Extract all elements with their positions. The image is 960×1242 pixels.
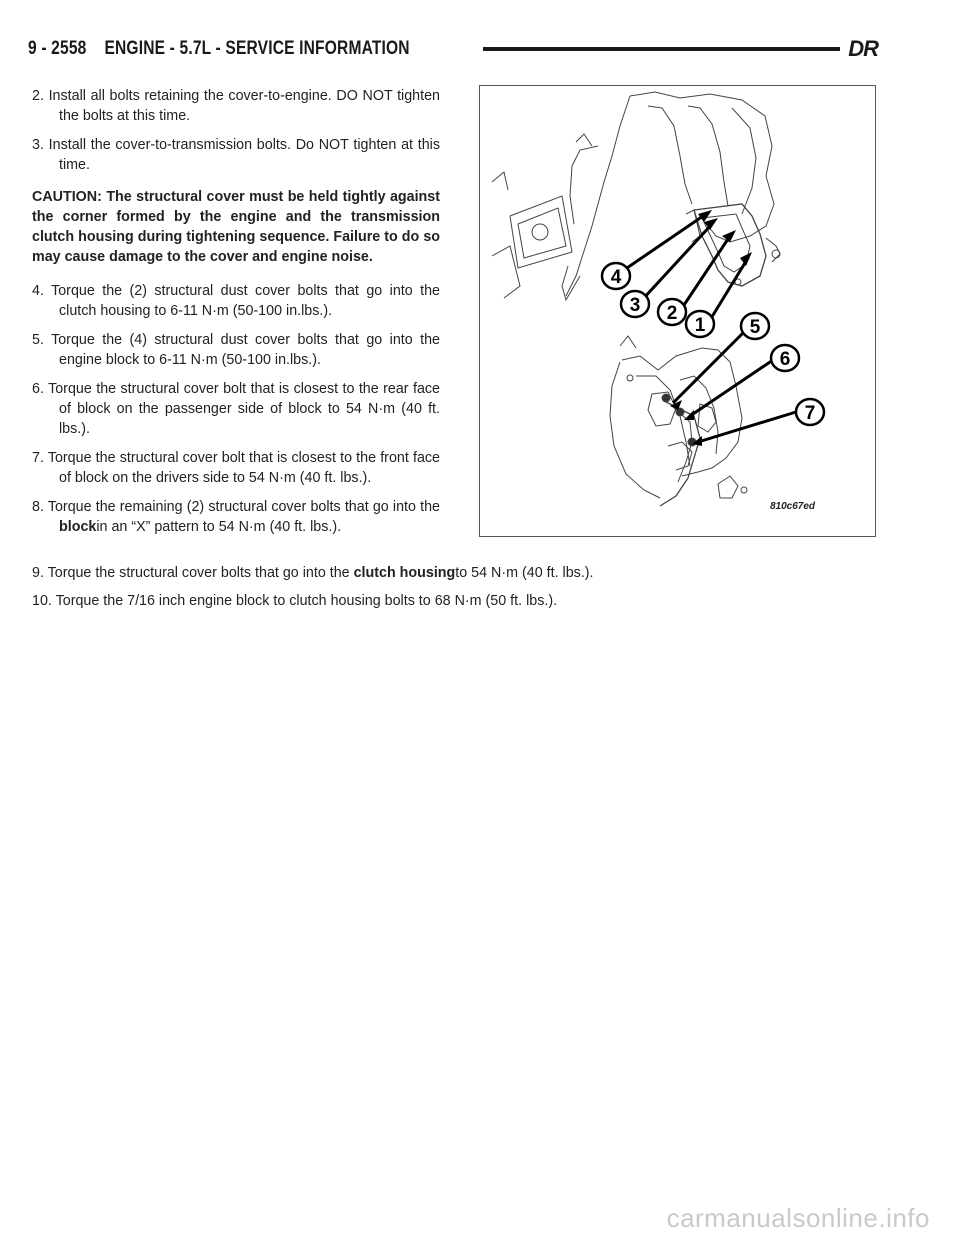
callout-1: 1	[694, 315, 706, 336]
callout-3: 3	[629, 295, 641, 316]
page-number-and-section: 9 - 2558 ENGINE - 5.7L - SERVICE INFORMATION	[28, 38, 410, 59]
step-9-text-b: to 54 N·m (40 ft. lbs.).	[455, 565, 594, 581]
brand-logo: DR	[848, 36, 878, 61]
watermark: carmanualsonline.info	[666, 1203, 930, 1233]
callout-2: 2	[666, 303, 678, 324]
step-9-bold: clutch housing	[353, 565, 456, 581]
step-8-bold: block	[59, 519, 97, 535]
callout-4: 4	[610, 267, 622, 288]
step-3: 3. Install the cover-to-transmission bolts. Do NOT tighten at this time.	[32, 137, 440, 173]
step-8-text-a: 8. Torque the remaining (2) structural cover bolts that go into the	[32, 499, 440, 515]
step-5: 5. Torque the (4) structural dust cover bolts that go into the engine block to 6-11 N·m (50-100 in.lbs.).	[32, 332, 440, 368]
header-rule	[483, 47, 840, 51]
callout-7: 7	[804, 403, 816, 424]
callout-6: 6	[779, 349, 791, 370]
figure-illustration	[480, 86, 875, 536]
step-9	[32, 563, 872, 583]
step-8	[32, 497, 440, 537]
figure-structural-cover	[479, 85, 876, 537]
step-4: 4. Torque the (2) structural dust cover bolts that go into the clutch housing to 6-11 N·m (50-100 in.lbs.).	[32, 283, 440, 319]
step-2: 2. Install all bolts retaining the cover-to-engine. DO NOT tighten the bolts at this time.	[32, 88, 440, 124]
step-6: 6. Torque the structural cover bolt that is closest to the rear face of block on the passenger side of block to 54 N·m (40 ft. lbs.).	[32, 381, 440, 437]
left-column	[32, 86, 440, 546]
figure-id: 810c67ed	[769, 501, 815, 512]
step-9-text-a: 9. Torque the structural cover bolts that go into the	[32, 565, 354, 581]
page-header	[28, 36, 878, 62]
caution-note: CAUTION: The structural cover must be held tightly against the corner formed by the engine and the transmission clutch housing during tightening sequence. Failure to do so may cause damage to the cover and engine noise.	[32, 189, 440, 265]
step-8-text-b: in an “X” pattern to 54 N·m (40 ft. lbs.).	[96, 519, 342, 535]
step-7: 7. Torque the structural cover bolt that is closest to the front face of block on the drivers side to 54 N·m (40 ft. lbs.).	[32, 450, 440, 486]
callout-5: 5	[749, 317, 761, 338]
step-10: 10. Torque the 7/16 inch engine block to clutch housing bolts to 68 N·m (50 ft. lbs.).	[32, 593, 558, 609]
